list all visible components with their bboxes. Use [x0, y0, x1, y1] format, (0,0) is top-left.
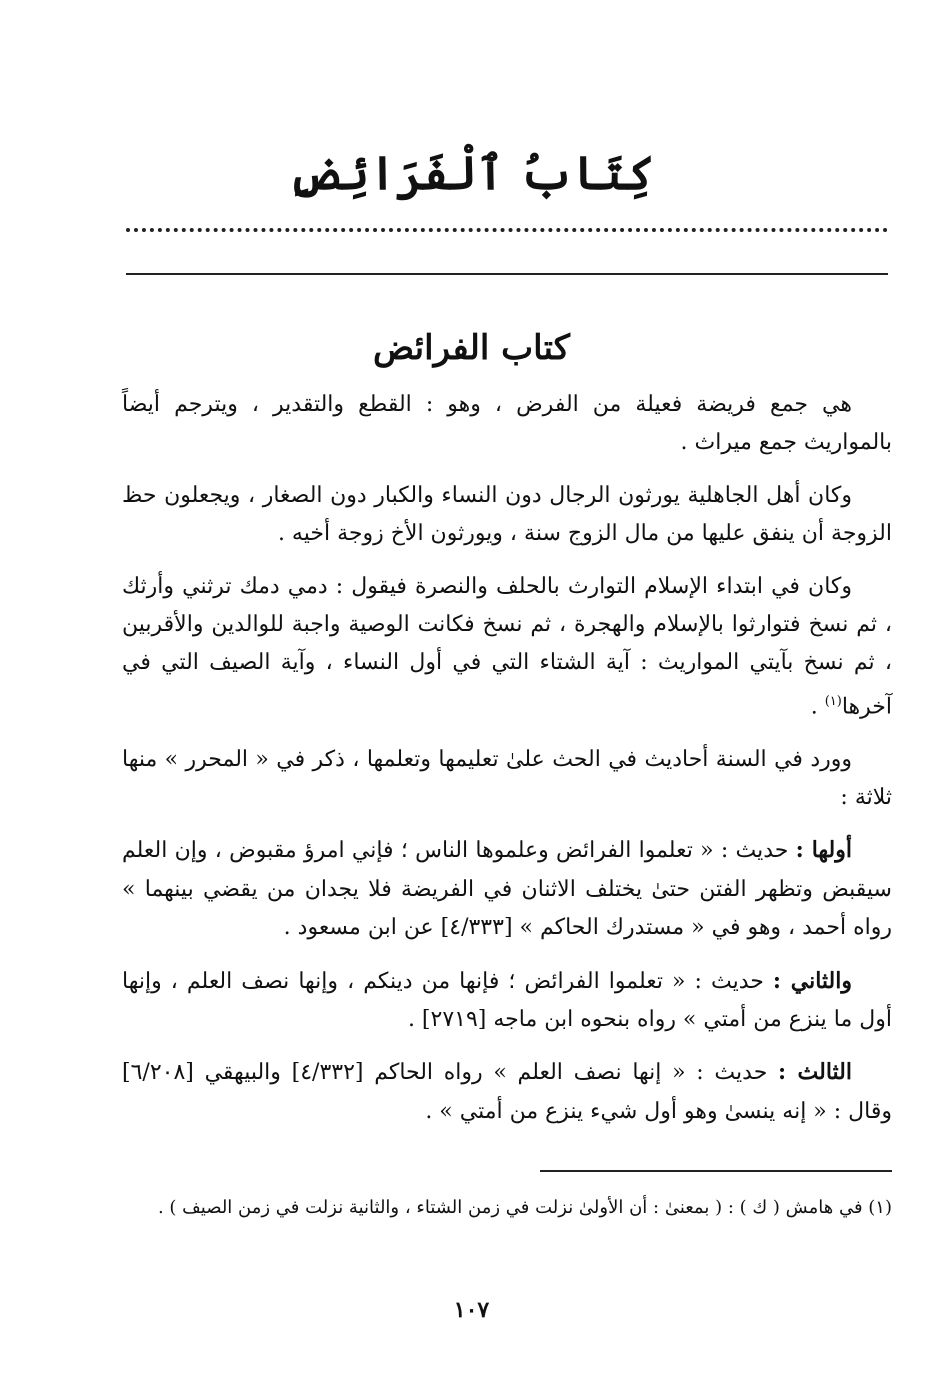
footnote-ref[interactable]: (١): [824, 693, 842, 709]
paragraph-opener: والثاني :: [772, 967, 852, 994]
paragraph-hadith-2: [122, 962, 892, 1040]
paragraph-text: هي جمع فريضة فعيلة من الفرض ، وهو : القطع والتقدير ، ويترجم أيضاً بالمواريث جمع ميراث .: [122, 392, 892, 456]
paragraph-hadith-3: [122, 1053, 892, 1131]
paragraph-opener: أولها :: [795, 837, 852, 864]
paragraph-text: حديث : « تعلموا الفرائض وعلموها الناس ؛ فإني امرؤ مقبوض ، وإن العلم سيقبض وتظهر الفتن حتىٰ يختلف الاثنان في الفريضة فلا يجدان من يقضي بينهما » رواه أحمد ، وهو في « مستدرك الحاكم » [٤/٣٣٣] عن ابن مسعود .: [122, 838, 892, 941]
body-text: [122, 386, 892, 1145]
paragraph-definition: [122, 386, 892, 463]
paragraph-hadith-1: [122, 831, 892, 947]
paragraph-early-islam: [122, 568, 892, 727]
paragraph-text: وكان أهل الجاهلية يورثون الرجال دون النساء والكبار دون الصغار ، ويجعلون حظ الزوجة أن ينفق عليها من مال الزوج سنة ، ويورثون الأخ زوجة أخيه .: [122, 482, 892, 547]
paragraph-text: حديث : « تعلموا الفرائض ؛ فإنها من دينكم ، وإنها نصف العلم ، وإنها أول ما ينزع من أمتي » رواه بنحوه ابن ماجه [٢٧١٩] .: [122, 968, 892, 1033]
footnote: (١) في هامش ( ك ) : ( بمعنىٰ : أن الأولىٰ نزلت في زمن الشتاء ، والثانية نزلت في زمن الصيف ) .: [157, 1197, 892, 1218]
paragraph-jahiliyya: [122, 477, 892, 554]
paragraph-opener: الثالث :: [778, 1059, 852, 1086]
chapter-title: كِتَابُ ٱلْفَرَائِضِ: [288, 146, 655, 200]
paragraph-text: وورد في السنة أحاديث في الحث علىٰ تعليمها وتعلمها ، ذكر في « المحرر » منها ثلاثة :: [122, 746, 892, 810]
paragraph-tail: .: [810, 694, 825, 720]
paragraph-text: حديث : « إنها نصف العلم » رواه الحاكم [٤/٣٣٢] والبيهقي [٦/٢٠٨] وقال : « إنه ينسىٰ وهو أول شيء ينزع من أمتي » .: [122, 1060, 892, 1124]
paragraph-sunnah: [122, 741, 892, 818]
section-title: كتاب الفرائض: [373, 328, 570, 368]
dotted-divider: [126, 228, 888, 232]
section-divider: [126, 273, 888, 275]
footnote-divider: [540, 1170, 892, 1172]
paragraph-text: وكان في ابتداء الإسلام التوارث بالحلف والنصرة فيقول : دمي دمك ترثني وأرثك ، ثم نسخ فتوارثوا بالإسلام والهجرة ، ثم نسخ فكانت الوصية واجبة للوالدين والأقربين ، ثم نسخ بآيتي المواريث : آية الشتاء التي في أول النساء ، وآية الصيف التي في آخرها: [122, 573, 892, 720]
page-number: ١٠٧: [453, 1297, 490, 1323]
